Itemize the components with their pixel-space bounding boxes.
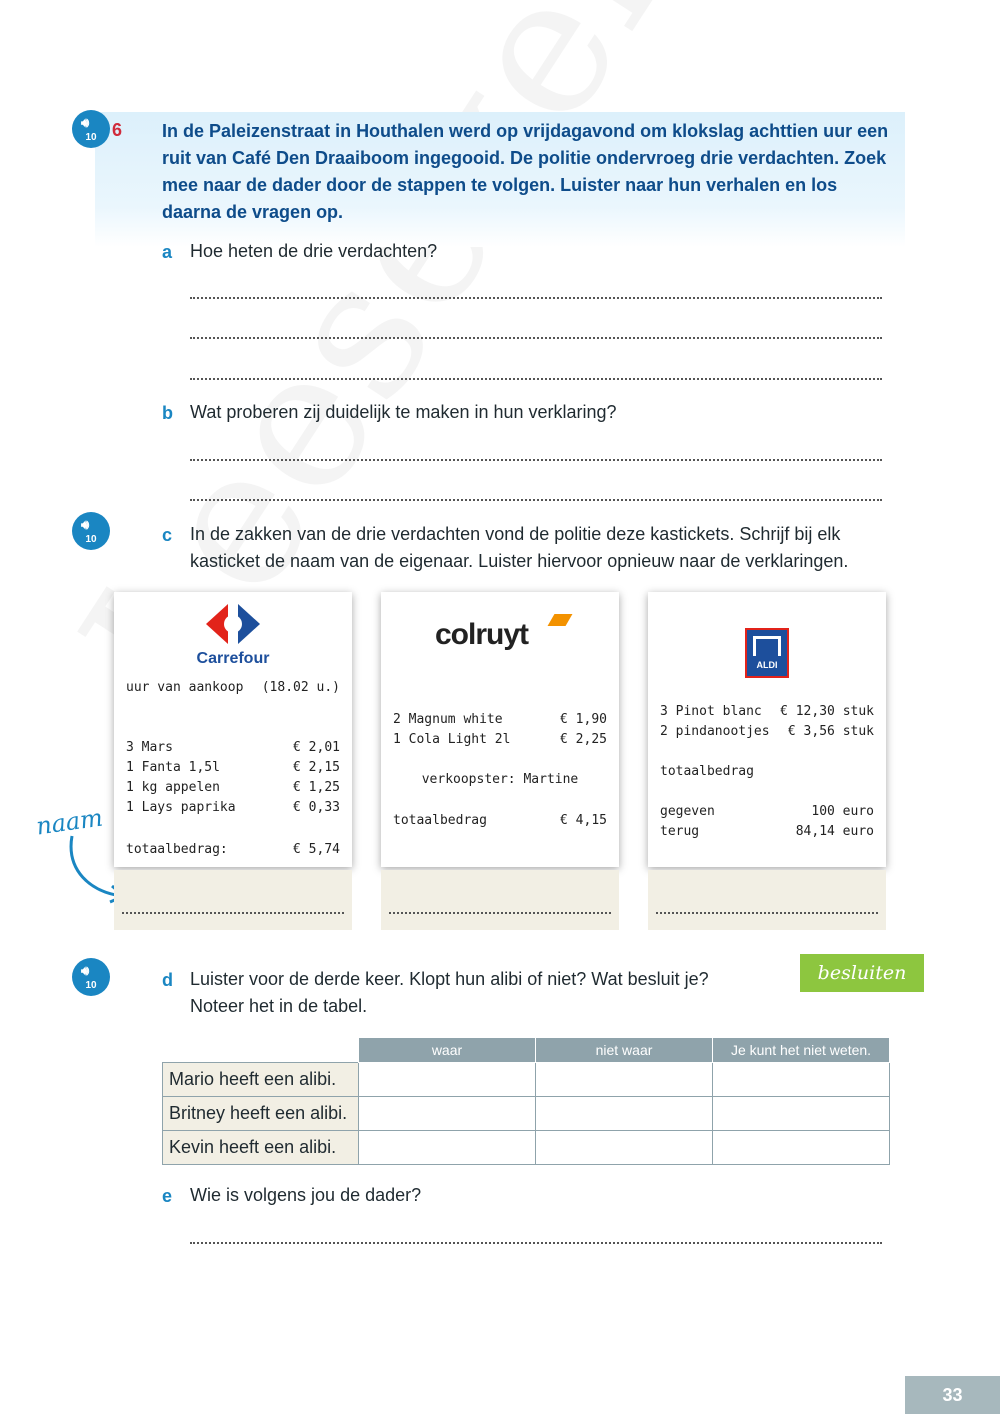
question-d-letter: d — [162, 970, 173, 990]
answer-cell[interactable] — [359, 1131, 536, 1165]
item-price: € 1,25 — [293, 780, 340, 795]
answer-line[interactable] — [190, 1242, 882, 1244]
owner-name-field[interactable] — [648, 870, 886, 930]
carrefour-logo-text: Carrefour — [196, 650, 270, 667]
alibi-table — [162, 1037, 890, 1165]
audio-button-d[interactable]: 🔊︎ 10 — [72, 958, 110, 996]
row-label: Mario heeft een alibi. — [163, 1063, 359, 1097]
question-d-text-line2: Noteer het in de tabel. — [190, 996, 368, 1016]
item-name: 1 Lays paprika — [126, 800, 236, 815]
time-value: (18.02 u.) — [261, 680, 340, 695]
answer-line[interactable] — [190, 297, 882, 299]
exercise-intro: In de Paleizenstraat in Houthalen werd op vrijdagavond om klokslag achttien uur een ruit van Café Den Draaiboom ingegooid. De politie ondervroeg drie verdachten. Zoek mee naar de dader door de stappen te volgen. Luister naar hun verhalen en los daarna de vragen op. — [162, 121, 889, 222]
row-label: Kevin heeft een alibi. — [163, 1131, 359, 1165]
column-header: Je kunt het niet weten. — [713, 1038, 890, 1063]
question-c-text: In de zakken van de drie verdachten vond de politie deze kastickets. Schrijf bij elk kasticket de naam van de eigenaar. Luister hiervoor opnieuw naar de verklaringen. — [190, 524, 849, 571]
question-c-letter: c — [162, 525, 173, 545]
item-price: € 12,30 stuk — [780, 704, 874, 719]
colruyt-logo-text: colruyt — [435, 618, 529, 651]
question-b-text: Wat proberen zij duidelijk te maken in hun verklaring? — [190, 402, 617, 422]
answer-cell[interactable] — [536, 1097, 713, 1131]
question-d-text-line1: Luister voor de derde keer. Klopt hun alibi of niet? Wat besluit je? — [190, 969, 709, 989]
table-row — [163, 1063, 890, 1097]
time-label: uur van aankoop — [126, 680, 244, 695]
total-label: totaalbedrag — [393, 813, 487, 828]
exercise-number: 6 — [112, 120, 123, 140]
naam-label: naam — [34, 803, 105, 841]
answer-cell[interactable] — [359, 1097, 536, 1131]
receipt-aldi — [648, 592, 886, 867]
audio-button-intro[interactable]: 🔊︎ 10 — [72, 110, 110, 148]
answer-line[interactable] — [190, 378, 882, 380]
question-e-letter: e — [162, 1186, 173, 1206]
speaker-icon: 🔊︎ — [81, 517, 90, 532]
answer-line[interactable] — [190, 499, 882, 501]
receipt-carrefour — [114, 592, 352, 867]
audio-button-c[interactable]: 🔊︎ 10 — [72, 512, 110, 550]
answer-cell[interactable] — [536, 1131, 713, 1165]
aldi-logo-text: ALDI — [756, 660, 778, 670]
total-label: totaalbedrag — [660, 764, 754, 779]
question-a-text: Hoe heten de drie verdachten? — [190, 241, 438, 261]
given-value: 100 euro — [811, 804, 874, 819]
question-b-letter: b — [162, 403, 173, 423]
carrefour-logo-icon — [202, 600, 264, 648]
speaker-icon: 🔊︎ — [81, 963, 90, 978]
item-price: € 2,01 — [293, 740, 340, 755]
change-label: terug — [660, 824, 700, 839]
item-price: € 0,33 — [293, 800, 340, 815]
row-label: Britney heeft een alibi. — [163, 1097, 359, 1131]
answer-cell[interactable] — [713, 1131, 890, 1165]
seller: verkoopster: Martine — [421, 772, 579, 787]
answer-line[interactable] — [190, 459, 882, 461]
item-name: 2 pindanootjes — [660, 724, 770, 739]
answer-cell[interactable] — [713, 1097, 890, 1131]
item-price: € 3,56 stuk — [787, 724, 874, 739]
item-name: 1 Cola Light 2l — [393, 732, 511, 747]
table-row — [163, 1097, 890, 1131]
speaker-icon: 🔊︎ — [81, 115, 90, 130]
owner-name-field[interactable] — [114, 870, 352, 930]
change-value: 84,14 euro — [795, 824, 874, 839]
owner-name-field[interactable] — [381, 870, 619, 930]
total-value: € 4,15 — [560, 813, 607, 828]
colruyt-logo-icon — [548, 614, 573, 626]
answer-line[interactable] — [190, 337, 882, 339]
column-header: waar — [359, 1038, 536, 1063]
item-name: 1 kg appelen — [126, 780, 220, 795]
page-number: 33 — [905, 1376, 1000, 1414]
total-value: € 5,74 — [293, 842, 340, 857]
besluiten-badge: besluiten — [800, 954, 924, 992]
answer-cell[interactable] — [713, 1063, 890, 1097]
item-price: € 2,25 — [560, 732, 607, 747]
table-row — [163, 1131, 890, 1165]
aldi-logo-icon — [745, 628, 789, 678]
item-price: € 1,90 — [560, 712, 607, 727]
item-name: 2 Magnum white — [393, 712, 503, 727]
answer-cell[interactable] — [536, 1063, 713, 1097]
question-e-text: Wie is volgens jou de dader? — [190, 1185, 422, 1205]
column-header: niet waar — [536, 1038, 713, 1063]
answer-cell[interactable] — [359, 1063, 536, 1097]
item-name: 3 Mars — [126, 740, 173, 755]
item-name: 3 Pinot blanc — [660, 704, 762, 719]
question-a-letter: a — [162, 242, 173, 262]
item-name: 1 Fanta 1,5l — [126, 760, 220, 775]
total-label: totaalbedrag: — [126, 842, 228, 857]
receipt-colruyt — [381, 592, 619, 867]
item-price: € 2,15 — [293, 760, 340, 775]
given-label: gegeven — [660, 804, 715, 819]
